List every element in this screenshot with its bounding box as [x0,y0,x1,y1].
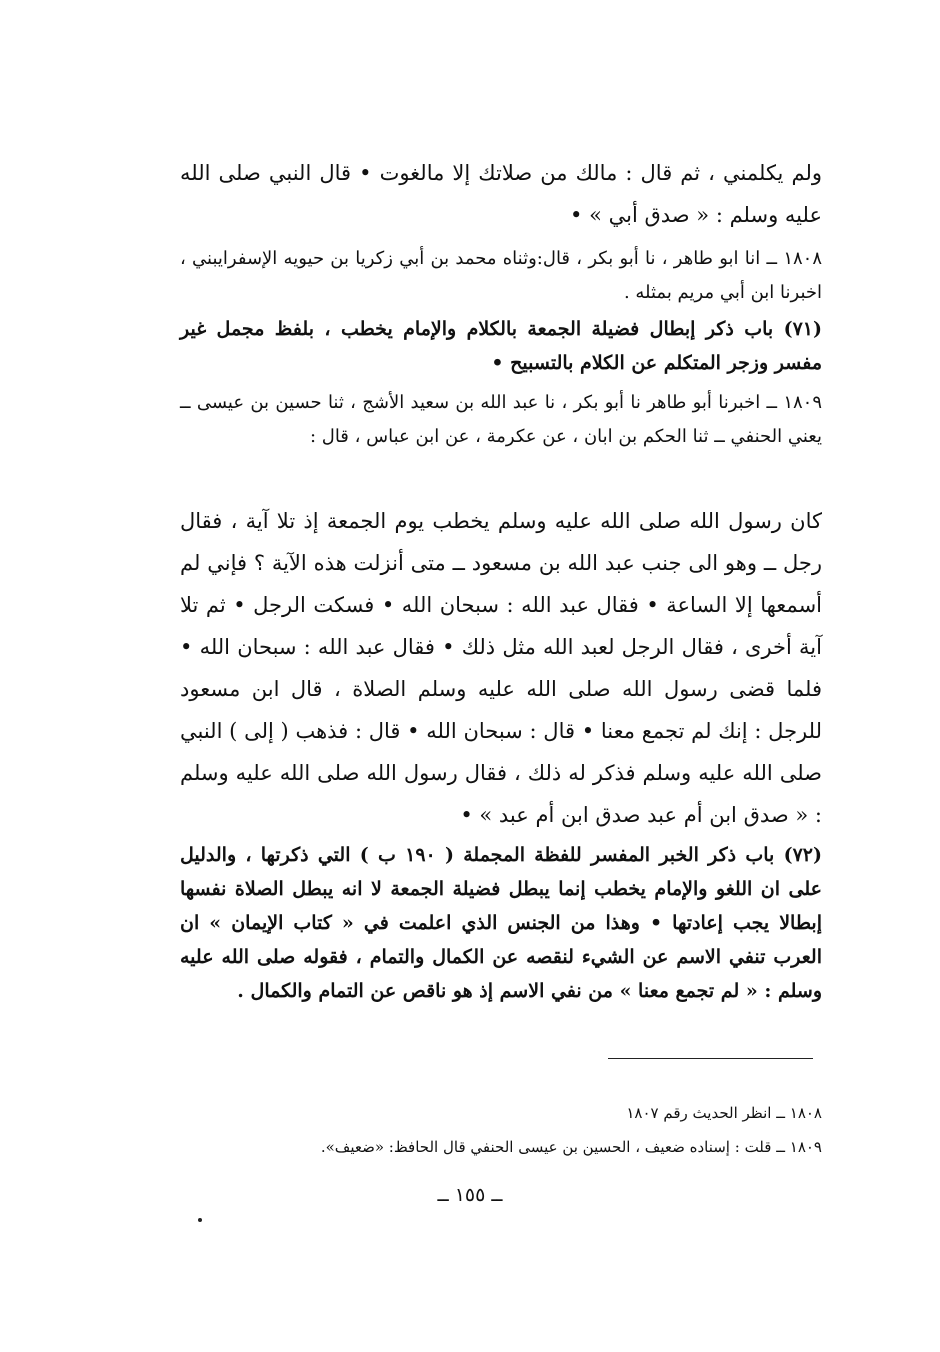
scan-speck [198,1218,202,1222]
footnote-separator [608,1058,813,1059]
paragraph-hadith-1809-matn: كان رسول الله صلى الله عليه وسلم يخطب يوم الجمعة إذ تلا آية ، فقال رجل ــ وهو الى جنب عبد الله بن مسعود ــ متى أنزلت هذه الآية ؟ فإني لم أسمعها إلا الساعة • فقال عبد الله : سبحان الله • فسكت الرجل • ثم تلا آية أخرى ، فقال الرجل لعبد الله مثل ذلك • فقال عبد الله : سبحان الله • فلما قضى رسول الله صلى الله عليه وسلم الصلاة ، قال ابن مسعود للرجل : إنك لم تجمع معنا • قال : سبحان الله • قال : فذهب ( إلى ) النبي صلى الله عليه وسلم فذكر له ذلك ، فقال رسول الله صلى الله عليه وسلم : « صدق ابن أم عبد صدق ابن أم عبد » • [180,509,822,827]
paragraph-hadith-continuation: ولم يكلمني ، ثم قال : مالك من صلاتك إلا مالغوت • قال النبي صلى الله عليه وسلم : « صدق أبي » • [180,161,822,227]
footnote-1808: ١٨٠٨ ــ انظر الحديث رقم ١٨٠٧ [626,1104,822,1122]
page-number: ــ ١٥٥ ــ [437,1184,503,1206]
chapter-heading-72: (٧٢) باب ذكر الخبر المفسر للفظة المجملة ( ١٩٠ ب ) التي ذكرتها ، والدليل على ان اللغو والإمام يخطب إنما يبطل فضيلة الجمعة لا انه يبطل الصلاة نفسها إبطالا يجب إعادتها • وهذا من الجنس الذي اعلمت في « كتاب الإيمان » ان العرب تنفي الاسم عن الشيء لنقصه عن الكمال والتمام ، فقوله صلى الله عليه وسلم : « لم تجمع معنا » من نفي الاسم إذ هو ناقص عن التمام والكمال . [180,844,822,1002]
text-block-chapter-71 [180,312,822,380]
text-block-chapter-72 [180,838,822,1008]
text-block-1809 [180,386,822,454]
paragraph-hadith-1808: ١٨٠٨ ــ انا ابو طاهر ، نا أبو بكر ، قال:وثناه محمد بن أبي زكريا بن حيويه الإسفرايبني ، اخبرنا ابن أبي مريم بمثله . [180,248,822,303]
footnote-1809: ١٨٠٩ ــ قلت : إسناده ضعيف ، الحسين بن عيسى الحنفي قال الحافظ: «ضعيف». [320,1138,822,1156]
chapter-heading-71: (٧١) باب ذكر إبطال فضيلة الجمعة بالكلام والإمام يخطب ، بلفظ مجمل غير مفسر وزجر المتكلم عن الكلام بالتسبيح • [180,318,822,374]
paragraph-hadith-1809-isnad: ١٨٠٩ ــ اخبرنا أبو طاهر نا أبو بكر ، نا عبد الله بن سعيد الأشج ، ثنا حسين بن عيسى ــ يعني الحنفي ــ ثنا الحكم بن ابان ، عن عكرمة ، عن ابن عباس ، قال : [180,392,822,447]
footnotes [180,1096,822,1164]
text-block-top [180,152,822,236]
text-block-1808 [180,242,822,310]
text-block-hadith-body [180,500,822,836]
